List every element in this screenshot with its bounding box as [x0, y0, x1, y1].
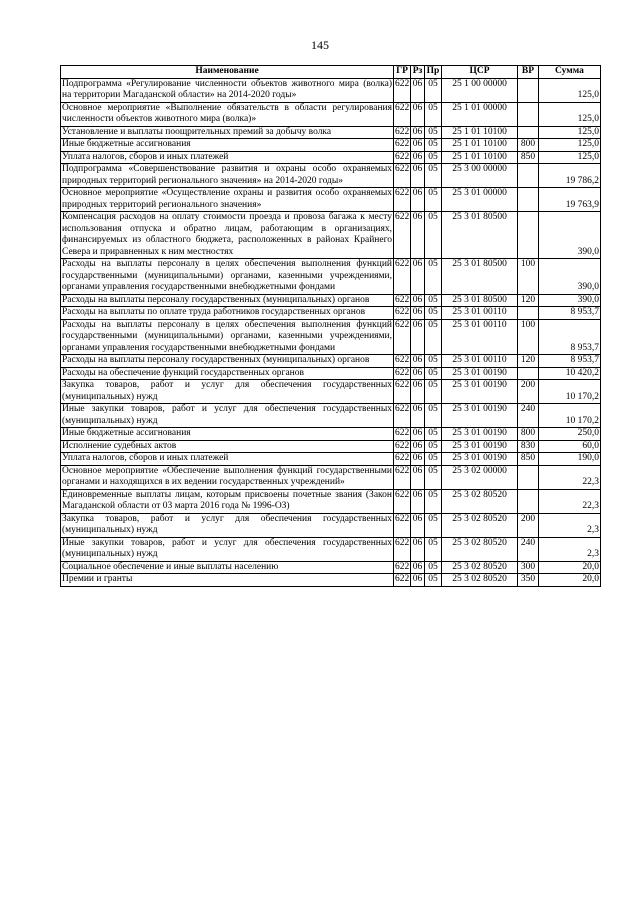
cell-sum: 8 953,7 — [539, 319, 601, 355]
cell-gr: 622 — [395, 151, 410, 162]
cell-pr: 05 — [425, 188, 442, 212]
cell-vr — [518, 465, 539, 489]
cell-pr: 05 — [425, 355, 442, 368]
cell-vr: 100 — [518, 319, 539, 355]
cell-pr: 05 — [425, 212, 442, 259]
cell-csr: 25 3 01 00190 — [442, 440, 518, 453]
cell-rz: 06 — [411, 294, 425, 307]
cell-sum: 8 953,7 — [539, 355, 601, 368]
cell-vr — [518, 78, 539, 102]
table-row — [61, 188, 601, 212]
table-row — [61, 319, 601, 355]
header-gr: ГР — [394, 66, 411, 79]
cell-name: Расходы на выплаты персоналу государственных (муниципальных) органов — [61, 355, 394, 368]
cell-sum: 390,0 — [539, 294, 601, 307]
cell-pr: 05 — [425, 453, 442, 466]
cell-csr: 25 3 01 80500 — [442, 294, 518, 307]
table-row — [61, 380, 601, 404]
cell-pr: 05 — [425, 78, 442, 102]
cell-vr: 350 — [518, 574, 539, 587]
table-row — [61, 78, 601, 102]
table-row — [61, 151, 601, 164]
cell-csr: 25 1 01 00000 — [442, 102, 518, 126]
cell-csr: 25 3 01 00190 — [442, 367, 518, 380]
cell-sum: 2,3 — [539, 537, 601, 561]
cell-rz: 06 — [411, 380, 425, 404]
cell-gr: 622 — [395, 367, 410, 378]
cell-gr: 622 — [394, 465, 411, 489]
table-row — [61, 404, 601, 428]
cell-name: Основное мероприятие «Осуществление охраны и развития особо охраняемых природных территорий регионального значения» — [62, 188, 392, 210]
cell-csr: 25 3 01 00190 — [442, 453, 518, 466]
cell-csr: 25 3 00 00000 — [442, 164, 518, 188]
table-row — [61, 355, 601, 368]
cell-rz: 06 — [411, 259, 425, 295]
cell-gr: 622 — [394, 319, 411, 355]
cell-name: Подпрограмма «Регулирование численности объектов животного мира (волка) на территории Магаданской области» на 2014-2020 годы» — [62, 78, 392, 100]
header-name: Наименование — [61, 66, 394, 79]
cell-name: Подпрограмма «Совершенствование развития и охраны особо охраняемых природных территорий регионального значения» на 2014-2020 годы» — [62, 164, 392, 186]
cell-csr: 25 3 01 00000 — [442, 188, 518, 212]
header-rz: Рз — [411, 66, 425, 79]
cell-rz: 06 — [411, 513, 425, 537]
cell-rz: 06 — [411, 561, 425, 574]
cell-pr: 05 — [425, 367, 442, 380]
cell-sum: 125,0 — [539, 102, 601, 126]
cell-gr: 622 — [394, 380, 411, 404]
table-row — [61, 212, 601, 259]
table-row — [61, 513, 601, 537]
cell-rz: 06 — [411, 537, 425, 561]
cell-sum: 250,0 — [539, 428, 601, 441]
cell-name: Основное мероприятие «Выполнение обязательств в области регулирования численности объектов животного мира (волка)» — [62, 102, 392, 124]
cell-pr: 05 — [425, 319, 442, 355]
cell-name: Социальное обеспечение и иные выплаты населению — [61, 561, 394, 574]
cell-gr: 622 — [394, 212, 411, 259]
cell-pr: 05 — [425, 513, 442, 537]
cell-sum: 20,0 — [539, 574, 601, 587]
cell-sum: 125,0 — [539, 139, 601, 152]
cell-gr: 622 — [394, 78, 411, 102]
cell-name: Расходы на выплаты персоналу в целях обеспечения выполнения функций государственными (муниципальными) органами, казенными учреждениями, органами управления государственными внебюджетными фондами — [62, 259, 392, 292]
cell-csr: 25 3 02 80520 — [442, 537, 518, 561]
cell-rz: 06 — [411, 78, 425, 102]
table-row — [61, 126, 601, 139]
cell-vr: 240 — [518, 404, 539, 428]
cell-vr: 200 — [518, 380, 539, 404]
cell-gr: 622 — [394, 188, 411, 212]
cell-name: Иные бюджетные ассигнования — [61, 139, 394, 152]
cell-vr: 850 — [518, 453, 539, 466]
cell-name: Единовременные выплаты лицам, которым присвоены почетные звания (Закон Магаданской области от 03 марта 2016 года № 1996-ОЗ) — [62, 489, 392, 511]
header-sum: Сумма — [539, 66, 601, 79]
cell-rz: 06 — [411, 319, 425, 355]
cell-rz: 06 — [411, 188, 425, 212]
table-header-row — [61, 66, 601, 79]
cell-vr: 100 — [518, 259, 539, 295]
cell-name: Иные закупки товаров, работ и услуг для обеспечения государственных (муниципальных) нужд — [62, 404, 392, 426]
cell-csr: 25 3 01 00190 — [442, 404, 518, 428]
cell-gr: 622 — [394, 404, 411, 428]
header-vr: ВР — [518, 66, 539, 79]
cell-csr: 25 3 01 80500 — [442, 212, 518, 259]
cell-pr: 05 — [425, 465, 442, 489]
cell-gr: 622 — [395, 355, 410, 365]
table-row — [61, 574, 601, 587]
cell-vr — [518, 188, 539, 212]
cell-csr: 25 1 01 10100 — [442, 126, 518, 139]
cell-csr: 25 3 01 80500 — [442, 259, 518, 295]
cell-rz: 06 — [411, 489, 425, 513]
cell-pr: 05 — [425, 259, 442, 295]
cell-pr: 05 — [425, 537, 442, 561]
cell-vr: 800 — [518, 139, 539, 152]
cell-name: Расходы на выплаты по оплате труда работников государственных органов — [61, 307, 394, 320]
table-row — [61, 164, 601, 188]
cell-csr: 25 3 02 80520 — [442, 574, 518, 587]
cell-gr: 622 — [395, 428, 410, 438]
cell-name: Расходы на выплаты персоналу государственных (муниципальных) органов — [61, 294, 394, 307]
cell-vr: 120 — [518, 355, 539, 368]
table-row — [61, 307, 601, 320]
cell-sum: 390,0 — [539, 259, 601, 295]
cell-vr — [518, 367, 539, 380]
cell-vr: 850 — [518, 151, 539, 164]
cell-pr: 05 — [425, 164, 442, 188]
cell-vr — [518, 102, 539, 126]
cell-rz: 06 — [411, 428, 425, 441]
cell-name: Расходы на обеспечение функций государственных органов — [61, 367, 394, 380]
cell-gr: 622 — [395, 126, 410, 137]
cell-vr — [518, 212, 539, 259]
cell-rz: 06 — [411, 102, 425, 126]
cell-sum: 10 420,2 — [539, 367, 601, 380]
cell-rz: 06 — [411, 453, 425, 466]
cell-gr: 622 — [394, 489, 411, 513]
cell-rz: 06 — [411, 139, 425, 152]
header-csr: ЦСР — [442, 66, 518, 79]
cell-sum: 22,3 — [539, 489, 601, 513]
cell-gr: 622 — [394, 259, 411, 295]
cell-name: Закупка товаров, работ и услуг для обеспечения государственных (муниципальных) нужд — [62, 513, 392, 535]
cell-name: Компенсация расходов на оплату стоимости проезда и провоза багажа к месту использования отпуска и обратно лицам, работающим в организациях, финансируемых из областного бюджета, расположенных в районах Крайнего Севера и приравненных к ним местностях — [62, 212, 392, 257]
cell-vr: 120 — [518, 294, 539, 307]
cell-rz: 06 — [411, 164, 425, 188]
cell-gr: 622 — [395, 307, 410, 317]
cell-pr: 05 — [425, 380, 442, 404]
table-row — [61, 102, 601, 126]
table-row — [61, 259, 601, 295]
cell-sum: 10 170,2 — [539, 404, 601, 428]
cell-sum: 2,3 — [539, 513, 601, 537]
cell-pr: 05 — [425, 307, 442, 320]
table-row — [61, 537, 601, 561]
cell-rz: 06 — [411, 151, 425, 164]
cell-pr: 05 — [425, 574, 442, 587]
cell-gr: 622 — [395, 294, 410, 305]
table-row — [61, 139, 601, 152]
cell-name: Уплата налогов, сборов и иных платежей — [61, 151, 394, 164]
cell-pr: 05 — [425, 440, 442, 453]
cell-gr: 622 — [394, 537, 411, 561]
cell-rz: 06 — [411, 367, 425, 380]
cell-sum: 125,0 — [539, 78, 601, 102]
cell-vr: 200 — [518, 513, 539, 537]
table-row — [61, 489, 601, 513]
cell-name: Основное мероприятие «Обеспечение выполнения функций государственными органами и находящихся в их ведении государственных учреждений» — [62, 465, 392, 487]
table-row — [61, 428, 601, 441]
table-row — [61, 453, 601, 466]
cell-pr: 05 — [425, 151, 442, 164]
cell-csr: 25 1 00 00000 — [442, 78, 518, 102]
cell-vr: 800 — [518, 428, 539, 441]
cell-csr: 25 3 02 00000 — [442, 465, 518, 489]
cell-rz: 06 — [411, 307, 425, 320]
cell-vr — [518, 126, 539, 139]
cell-vr: 240 — [518, 537, 539, 561]
cell-vr — [518, 164, 539, 188]
cell-pr: 05 — [425, 126, 442, 139]
cell-csr: 25 3 02 80520 — [442, 489, 518, 513]
cell-pr: 05 — [425, 139, 442, 152]
cell-gr: 622 — [395, 453, 410, 463]
table-row — [61, 294, 601, 307]
cell-sum: 125,0 — [539, 151, 601, 164]
cell-csr: 25 3 01 00190 — [442, 380, 518, 404]
cell-name: Премии и гранты — [61, 574, 394, 587]
cell-gr: 622 — [395, 561, 410, 572]
cell-sum: 10 170,2 — [539, 380, 601, 404]
cell-sum: 190,0 — [539, 453, 601, 466]
table-row — [61, 440, 601, 453]
cell-gr: 622 — [395, 139, 410, 149]
cell-sum: 60,0 — [539, 440, 601, 453]
cell-rz: 06 — [411, 355, 425, 368]
cell-vr — [518, 307, 539, 320]
cell-csr: 25 3 02 80520 — [442, 561, 518, 574]
cell-rz: 06 — [411, 126, 425, 139]
cell-csr: 25 3 01 00110 — [442, 307, 518, 320]
cell-gr: 622 — [395, 440, 410, 451]
cell-rz: 06 — [411, 574, 425, 587]
cell-rz: 06 — [411, 440, 425, 453]
cell-sum: 22,3 — [539, 465, 601, 489]
cell-name: Установление и выплаты поощрительных премий за добычу волка — [61, 126, 394, 139]
cell-pr: 05 — [425, 102, 442, 126]
cell-pr: 05 — [425, 561, 442, 574]
cell-gr: 622 — [394, 164, 411, 188]
cell-name: Иные закупки товаров, работ и услуг для обеспечения государственных (муниципальных) нужд — [62, 537, 392, 559]
cell-pr: 05 — [425, 489, 442, 513]
page-number: 145 — [311, 38, 329, 52]
cell-sum: 19 763,9 — [539, 188, 601, 212]
cell-vr: 300 — [518, 561, 539, 574]
cell-csr: 25 1 01 10100 — [442, 139, 518, 152]
cell-csr: 25 3 02 80520 — [442, 513, 518, 537]
cell-sum: 125,0 — [539, 126, 601, 139]
table-body — [61, 78, 601, 586]
table-row — [61, 465, 601, 489]
cell-sum: 20,0 — [539, 561, 601, 574]
cell-gr: 622 — [394, 102, 411, 126]
cell-name: Уплата налогов, сборов и иных платежей — [61, 453, 394, 466]
cell-name: Расходы на выплаты персоналу в целях обеспечения выполнения функций государственными (муниципальными) органами, казенными учреждениями, органами управления государственными внебюджетными фондами — [62, 319, 392, 353]
cell-sum: 390,0 — [539, 212, 601, 259]
cell-pr: 05 — [425, 404, 442, 428]
table-row — [61, 367, 601, 380]
cell-sum: 8 953,7 — [539, 307, 601, 320]
cell-csr: 25 1 01 10100 — [442, 151, 518, 164]
cell-csr: 25 3 01 00190 — [442, 428, 518, 441]
cell-vr — [518, 489, 539, 513]
cell-pr: 05 — [425, 294, 442, 307]
header-pr: Пр — [425, 66, 442, 79]
cell-gr: 622 — [395, 574, 410, 584]
budget-table — [60, 65, 601, 587]
table-row — [61, 561, 601, 574]
cell-name: Закупка товаров, работ и услуг для обеспечения государственных (муниципальных) нужд — [62, 380, 392, 402]
cell-csr: 25 3 01 00110 — [442, 319, 518, 355]
cell-rz: 06 — [411, 212, 425, 259]
cell-name: Исполнение судебных актов — [61, 440, 394, 453]
cell-csr: 25 3 01 00110 — [442, 355, 518, 368]
cell-vr: 830 — [518, 440, 539, 453]
cell-gr: 622 — [394, 513, 411, 537]
cell-sum: 19 786,2 — [539, 164, 601, 188]
cell-name: Иные бюджетные ассигнования — [61, 428, 394, 441]
cell-pr: 05 — [425, 428, 442, 441]
cell-rz: 06 — [411, 465, 425, 489]
cell-rz: 06 — [411, 404, 425, 428]
